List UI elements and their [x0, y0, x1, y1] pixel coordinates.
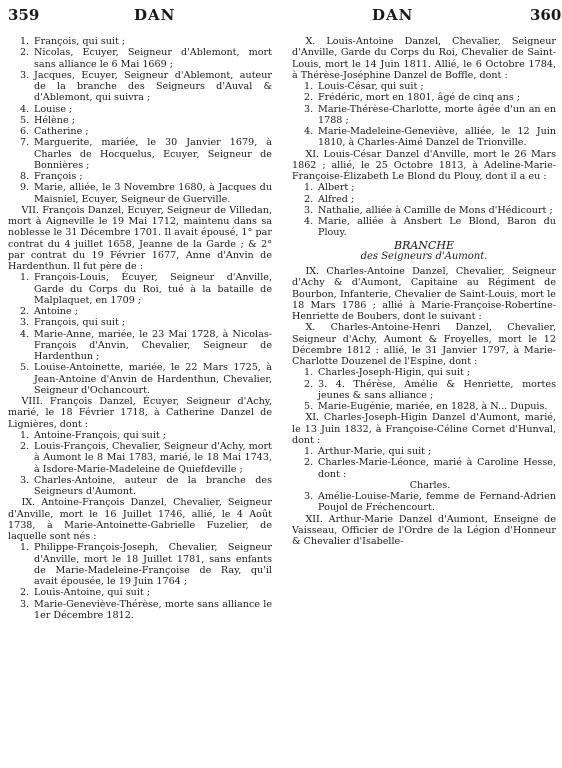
generation-paragraph-aumont-x: X. Charles-Antoine-Henri Danzel, Chevalier, Seigneur d'Achy, Aumont & Froyelles, mort le 12 Décembre 1812 : allié, le 31 Janvier 1797, à Marie-Charlotte Douzenel de l'Espine, dont :	[292, 322, 556, 367]
generation-paragraph-aumont-xii: XII. Arthur-Marie Danzel d'Aumont, Enseigne de Vaisseau, Officier de l'Ordre de la Légion d'Honneur & Chevalier d'Isabelle-	[292, 513, 556, 547]
list-item: 2. Frédéric, mort en 1801, âgé de cinq ans ;	[304, 92, 521, 104]
list-item: 3. Jacques, Ecuyer, Seigneur d'Ablemont, auteur de la branche des Seigneurs d'Auval & d'Ablemont, qui suivra ;	[20, 69, 272, 104]
list-item: 1. Arthur-Marie, qui suit ;	[304, 446, 432, 457]
page-number-right: 360	[530, 6, 562, 24]
left-column	[8, 36, 272, 621]
generation-paragraph-x: X. Louis-Antoine Danzel, Chevalier, Seigneur d'Anville, Garde du Corps du Roi, Chevalier de Saint-Louis, mort le 14 Juin 1811. Allié, le 6 Octobre 1784, à Thérèse-Joséphine Danzel de Boffle, dont :	[292, 36, 556, 81]
generation-paragraph-aumont-ix: IX. Charles-Antoine Danzel, Chevalier, Seigneur d'Achy & d'Aumont, Capitaine au Régiment de Bourbon, Infanterie, Chevalier de Saint-Louis, mort le 18 Mars 1786 ; allié à Marie-Françoise-Robertine-Henriette de Boubers, dont le suivant :	[292, 266, 556, 322]
children-list-6	[304, 182, 556, 238]
list-item: 9. Marie, alliée, le 3 Novembre 1680, à Jacques du Maisniel, Ecuyer, Seigneur de Guerville.	[20, 182, 272, 205]
list-item: 4. Marie, alliée à Ansbert Le Blond, Baron du Plouy.	[304, 216, 556, 239]
list-item: 2. Antoine ;	[20, 306, 78, 317]
list-item: 1. Antoine-François, qui suit ;	[20, 429, 167, 441]
children-list-2	[20, 272, 272, 396]
section-heading: BRANCHE	[394, 238, 454, 252]
list-item: 2. Nicolas, Ecuyer, Seigneur d'Ablemont, mort sans alliance le 6 Mai 1669 ;	[20, 47, 272, 70]
list-item: 1. Louis-César, qui suit ;	[304, 81, 424, 92]
children-list-7	[304, 367, 556, 412]
list-item: 3. Charles-Antoine, auteur de la branche des Seigneurs d'Aumont.	[20, 474, 272, 497]
list-item: 1. Charles-Joseph-Higin, qui suit ;	[304, 367, 471, 379]
list-item: 3. Amélie-Louise-Marie, femme de Fernand-Adrien Poujol de Fréchencourt.	[304, 491, 556, 514]
list-item: 7. Marguerite, mariée, le 30 Janvier 1679, à Charles de Hocquelus, Ecuyer, Seigneur de Bonnières ;	[20, 137, 272, 171]
page-number-left: 359	[8, 6, 40, 24]
list-item: 4. Marie-Madeleine-Geneviève, alliée, le 12 Juin 1810, à Charles-Aimé Danzel de Trionville.	[304, 126, 556, 149]
list-item: 2. Louis-François, Chevalier, Seigneur d'Achy, mort à Aumont le 8 Mai 1783, marié, le 18 Mai 1743, à Isdore-Marie-Madeleine de Quiefdeville ;	[20, 441, 272, 475]
children-list-4	[20, 542, 272, 621]
children-list-5	[304, 81, 556, 149]
right-column	[292, 36, 556, 547]
children-list-3	[20, 430, 272, 498]
running-title-right: DAN	[372, 6, 414, 24]
list-item: 5. Hélène ;	[20, 114, 75, 126]
list-item: 1. Philippe-François-Joseph, Chevalier, Seigneur d'Anville, mort le 18 Juillet 1781, sans enfants de Marie-Madeleine-Françoise de Ray, qu'il avait épousée, le 19 Juin 1764 ;	[20, 542, 272, 587]
generation-paragraph-ix: IX. Antoine-François Danzel, Chevalier, Seigneur d'Anville, mort le 16 Juillet 1746, allié, le 4 Août 1738, à Marie-Antoinette-Gabrielle Fuzelier, de laquelle sont nés :	[8, 497, 272, 542]
generation-paragraph-aumont-xi: XI. Charles-Joseph-Higin Danzel d'Aumont, marié, le 13 Juin 1832, à Françoise-Céline Cornet d'Hunval, dont :	[292, 412, 556, 446]
list-item: 8. François ;	[20, 171, 83, 182]
list-item: 2. Louis-Antoine, qui suit ;	[20, 587, 151, 599]
list-item: 3. Nathalie, alliée à Camille de Mons d'Hédicourt ;	[304, 204, 553, 216]
generation-paragraph-vii: VII. François Danzel, Ecuyer, Seigneur de Villedan, mort à Aigneville le 19 Mai 1712, maintenu dans sa noblesse le 31 Décembre 1701. Il avait épousé, 1° par contrat du 4 juillet 1658, Jeanne de la Garde ; & 2° par contrat du 19 Février 1677, Anne d'Anvin de Hardenthun. Il fut père de :	[8, 204, 272, 272]
list-item: 5. Marie-Eugénie, mariée, en 1828, à N... Dupuis.	[304, 401, 548, 412]
list-item: 3. Marie-Thérèse-Charlotte, morte âgée d'un an en 1788 ;	[304, 103, 556, 126]
running-title-left: DAN	[134, 6, 176, 24]
list-item: 1. François, qui suit ;	[20, 36, 126, 47]
list-item: 2. 3. 4. Thérèse, Amélie & Henriette, mortes jeunes & sans alliance ;	[304, 378, 556, 401]
generation-paragraph-xi: XI. Louis-César Danzel d'Anville, mort le 26 Mars 1862 ; allié, le 25 Octobre 1813, à Adeline-Marie-Françoise-Élizabeth Le Blond du Plouy, dont il a eu :	[292, 148, 556, 182]
list-item: 6. Catherine ;	[20, 126, 89, 137]
list-item: 5. Louise-Antoinette, mariée, le 22 Mars 1725, à Jean-Antoine d'Anvin de Hardenthun, Chevalier, Seigneur d'Ochancourt.	[20, 362, 272, 396]
children-list-1	[20, 36, 272, 205]
list-item: 2. Charles-Marie-Léonce, marié à Caroline Hesse, dont :	[304, 457, 556, 480]
grandchild-line: Charles.	[409, 479, 451, 491]
list-item: 2. Alfred ;	[304, 193, 355, 205]
list-item: 4. Marie-Anne, mariée, le 23 Mai 1728, à Nicolas-François d'Anvin, Chevalier, Seigneur de Hardenthun ;	[20, 328, 272, 362]
list-item: 1. Albert ;	[304, 182, 355, 194]
list-item: 3. Marie-Geneviève-Thérèse, morte sans alliance le 1er Décembre 1812.	[20, 598, 272, 621]
section-subheading: des Seigneurs d'Aumont.	[360, 250, 488, 262]
list-item: 4. Louise ;	[20, 103, 73, 115]
children-list-8	[304, 446, 556, 514]
list-item: 3. François, qui suit ;	[20, 317, 126, 329]
generation-paragraph-viii: VIII. François Danzel, Écuyer, Seigneur d'Achy, marié, le 18 Février 1718, à Catherine Danzel de Lignières, dont :	[8, 396, 272, 430]
list-item: 1. François-Louis, Écuyer, Seigneur d'Anville, Garde du Corps du Roi, tué à la bataille de Malplaquet, en 1709 ;	[20, 272, 272, 306]
